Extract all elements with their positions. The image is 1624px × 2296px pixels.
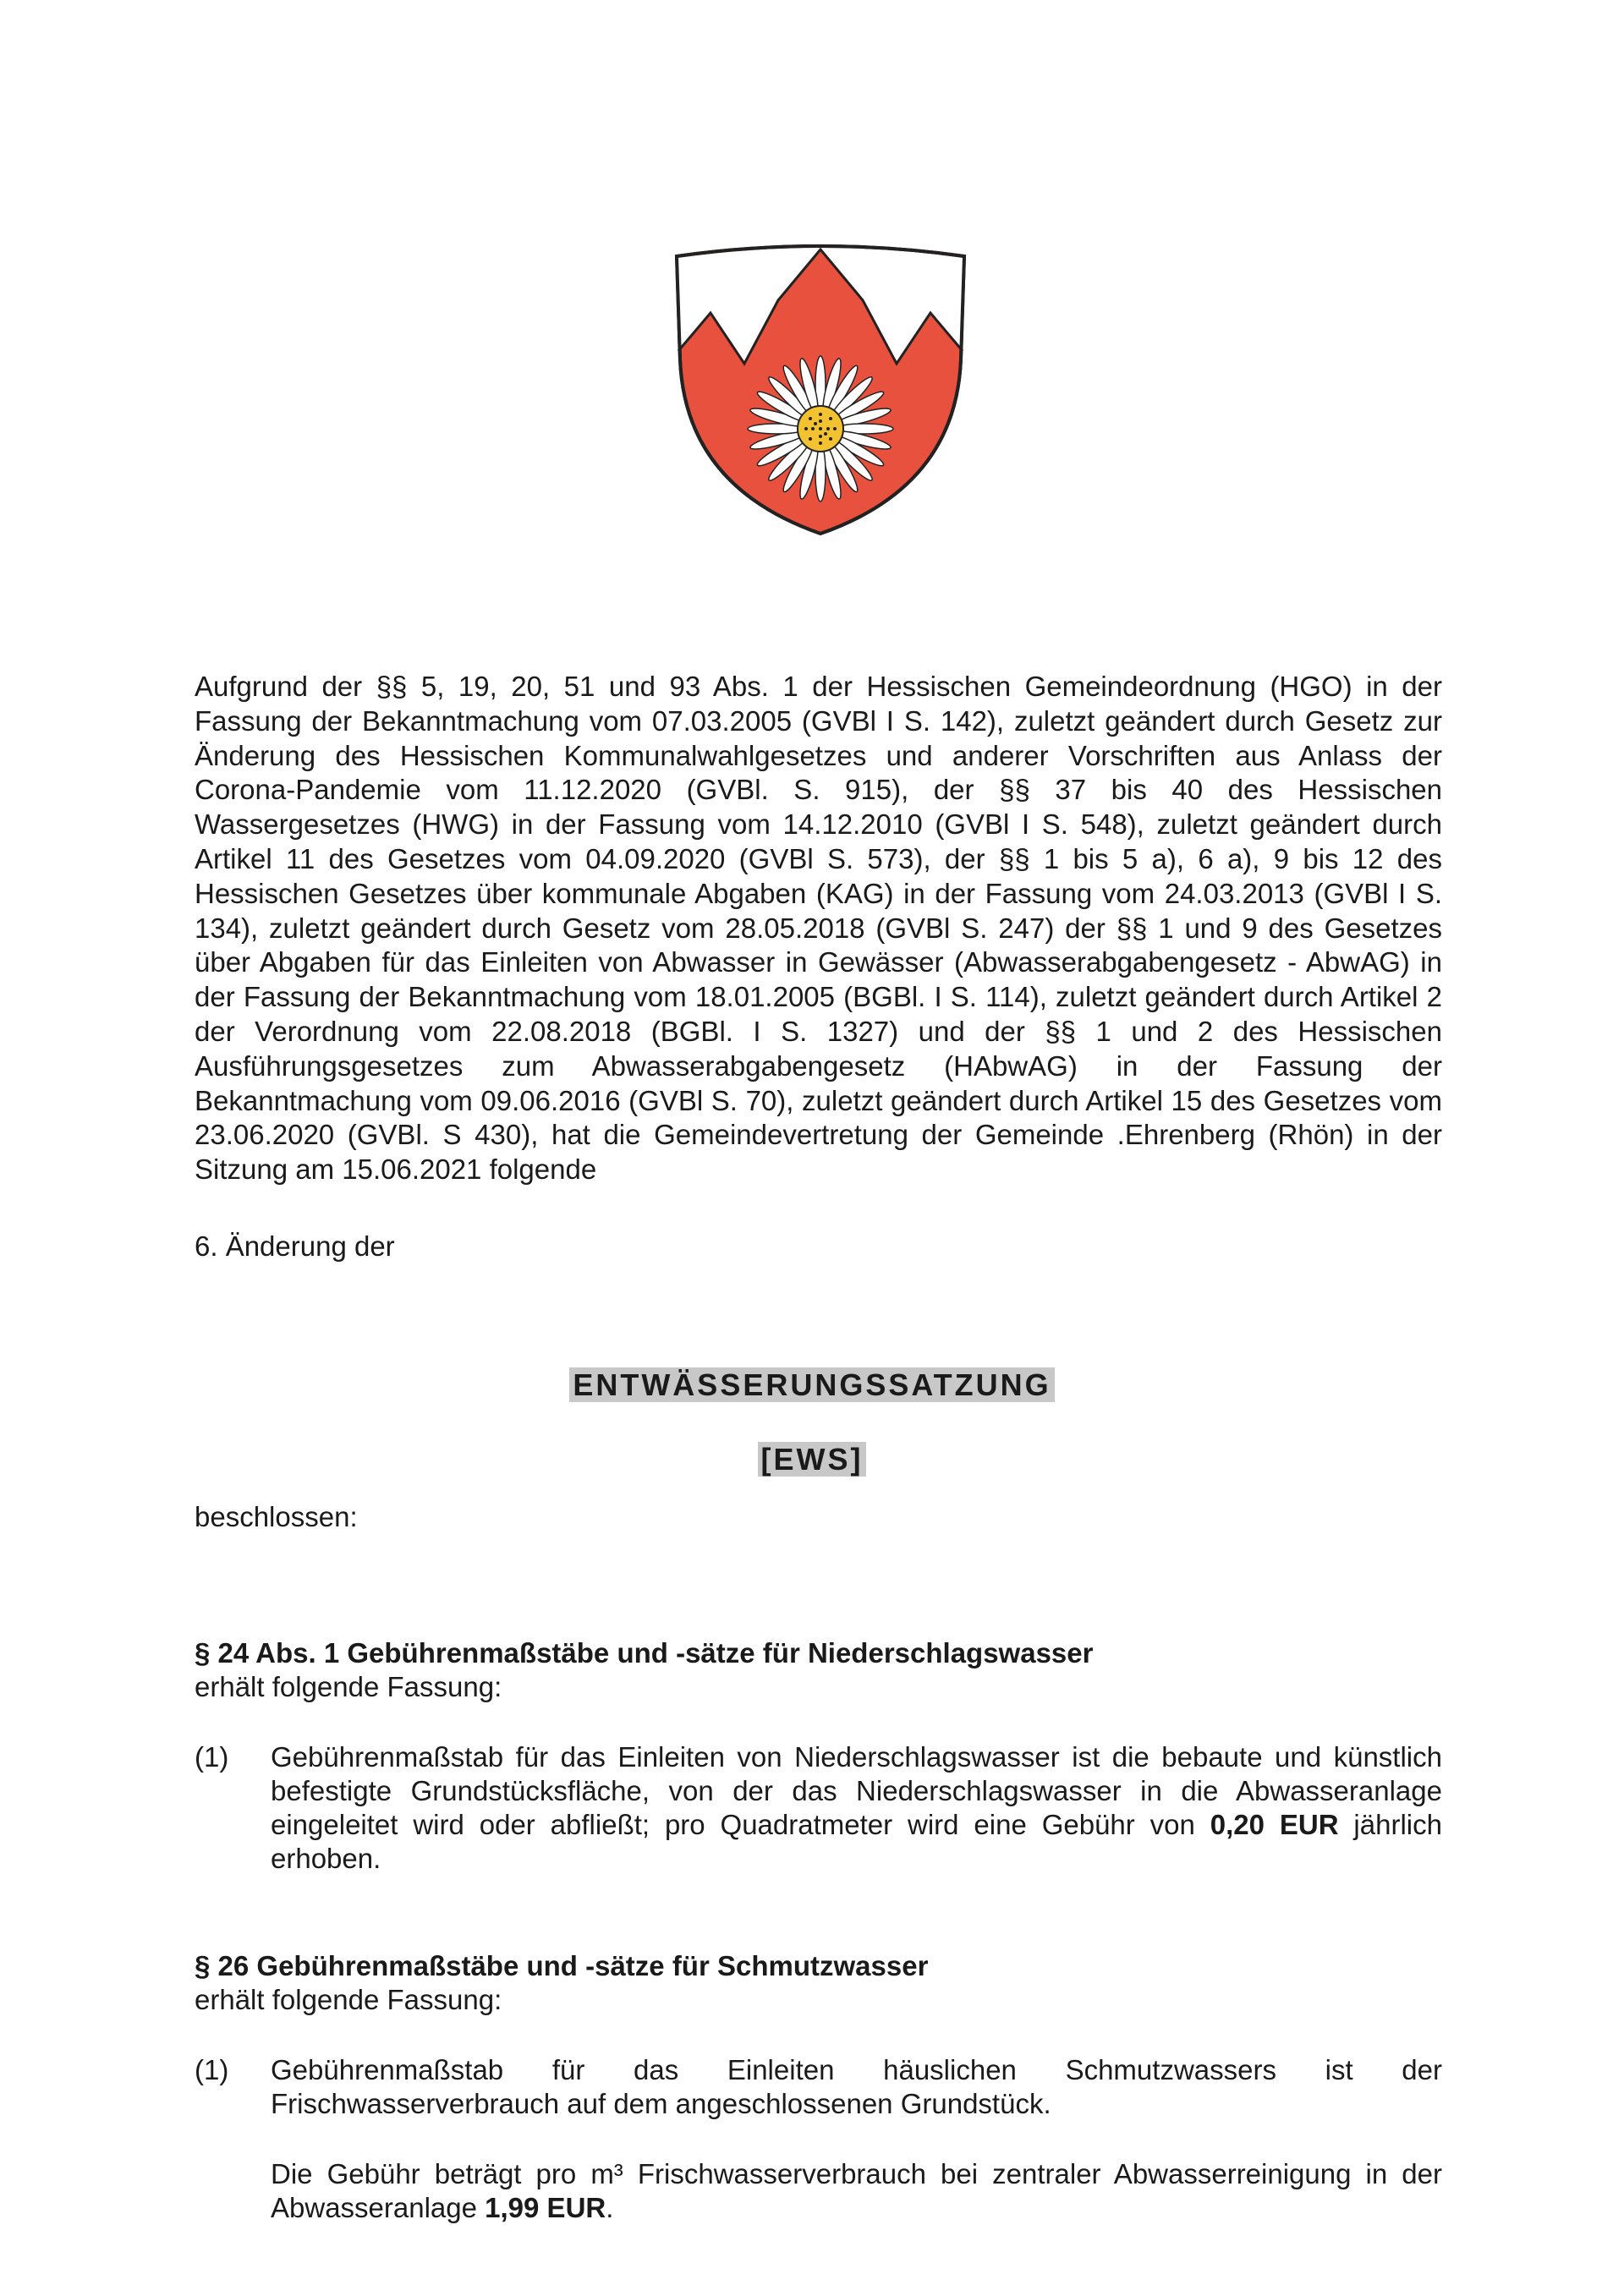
- resolution-label: beschlossen:: [195, 1501, 358, 1532]
- document-subtitle: [EWS]: [0, 1442, 1624, 1477]
- item-text: Gebührenmaßstab für das Einleiten häuslichen Schmutzwassers ist der Frischwasserverbrauch auf dem angeschlossenen Grundstück.: [271, 2054, 1442, 2119]
- item-number: (1): [195, 2054, 229, 2085]
- amendment-number: 6. Änderung der: [195, 1230, 395, 1262]
- fee-amount: 0,20 EUR: [1210, 1809, 1339, 1840]
- section-26-heading: [195, 1949, 1442, 2017]
- item-text: Gebührenmaßstab für das Einleiten von Niederschlagswasser ist die bebaute und künstlich befestigte Grundstücksfläche, von der das Niederschlagswasser in die Abwasseranlage eingeleitet wird oder abfließt; pro Quadratmeter wird eine Gebühr von 0,20 EUR jährlich erhoben.: [271, 1741, 1442, 1874]
- section-subheading: erhält folgende Fassung:: [195, 1671, 502, 1702]
- section-heading: § 24 Abs. 1 Gebührenmaßstäbe und -sätze für Niederschlagswasser: [195, 1637, 1094, 1669]
- preamble-paragraph: Aufgrund der §§ 5, 19, 20, 51 und 93 Abs. 1 der Hessischen Gemeindeordnung (HGO) in der Fassung der Bekanntmachung vom 07.03.2005 (GVBl I S. 142), zuletzt geändert durch Gesetz zur Änderung des Hessischen Kommunalwahlgesetzes und anderer Vorschriften aus Anlass der Corona-Pandemie vom 11.12.2020 (GVBl. S. 915), der §§ 37 bis 40 des Hessischen Wassergesetzes (HWG) in der Fassung vom 14.12.2010 (GVBl I S. 548), zuletzt geändert durch Artikel 11 des Gesetzes vom 04.09.2020 (GVBl S. 573), der §§ 1 bis 5 a), 6 a), 9 bis 12 des Hessischen Gesetzes über kommunale Abgaben (KAG) in der Fassung vom 24.03.2013 (GVBl I S. 134), zuletzt geändert durch Gesetz vom 28.05.2018 (GVBl S. 247) der §§ 1 und 9 des Gesetzes über Abgaben für das Einleiten von Abwasser in Gewässer (Abwasserabgabengesetz - AbwAG) in der Fassung der Bekanntmachung vom 18.01.2005 (BGBl. I S. 114), zuletzt geändert durch Artikel 2 der Verordnung vom 22.08.2018 (BGBl. I S. 1327) und der §§ 1 und 2 des Hessischen Ausführungsgesetzes zum Abwasserabgabengesetz (HAbwAG) in der Fassung der Bekanntmachung vom 09.06.2016 (GVBl S. 70), zuletzt geändert durch Artikel 15 des Gesetzes vom 23.06.2020 (GVBl. S 430), hat die Gemeindevertretung der Gemeinde .Ehrenberg (Rhön) in der Sitzung am 15.06.2021 folgende: [195, 671, 1442, 1186]
- section-26-item: [195, 2053, 1442, 2121]
- section-subheading: erhält folgende Fassung:: [195, 1984, 502, 2015]
- section-24-item: [195, 1740, 1442, 1876]
- section-heading: § 26 Gebührenmaßstäbe und -sätze für Schmutzwasser: [195, 1950, 929, 1981]
- section-26-fee-paragraph: Die Gebühr beträgt pro m³ Frischwasserverbrauch bei zentraler Abwasserreinigung in der Abwasseranlage 1,99 EUR.: [271, 2158, 1442, 2223]
- fee-amount: 1,99 EUR: [485, 2192, 606, 2223]
- document-title: ENTWÄSSERUNGSSATZUNG: [0, 1367, 1624, 1403]
- item-number: (1): [195, 1741, 229, 1773]
- coat-of-arms-icon: [668, 233, 973, 537]
- section-24-heading: [195, 1636, 1442, 1704]
